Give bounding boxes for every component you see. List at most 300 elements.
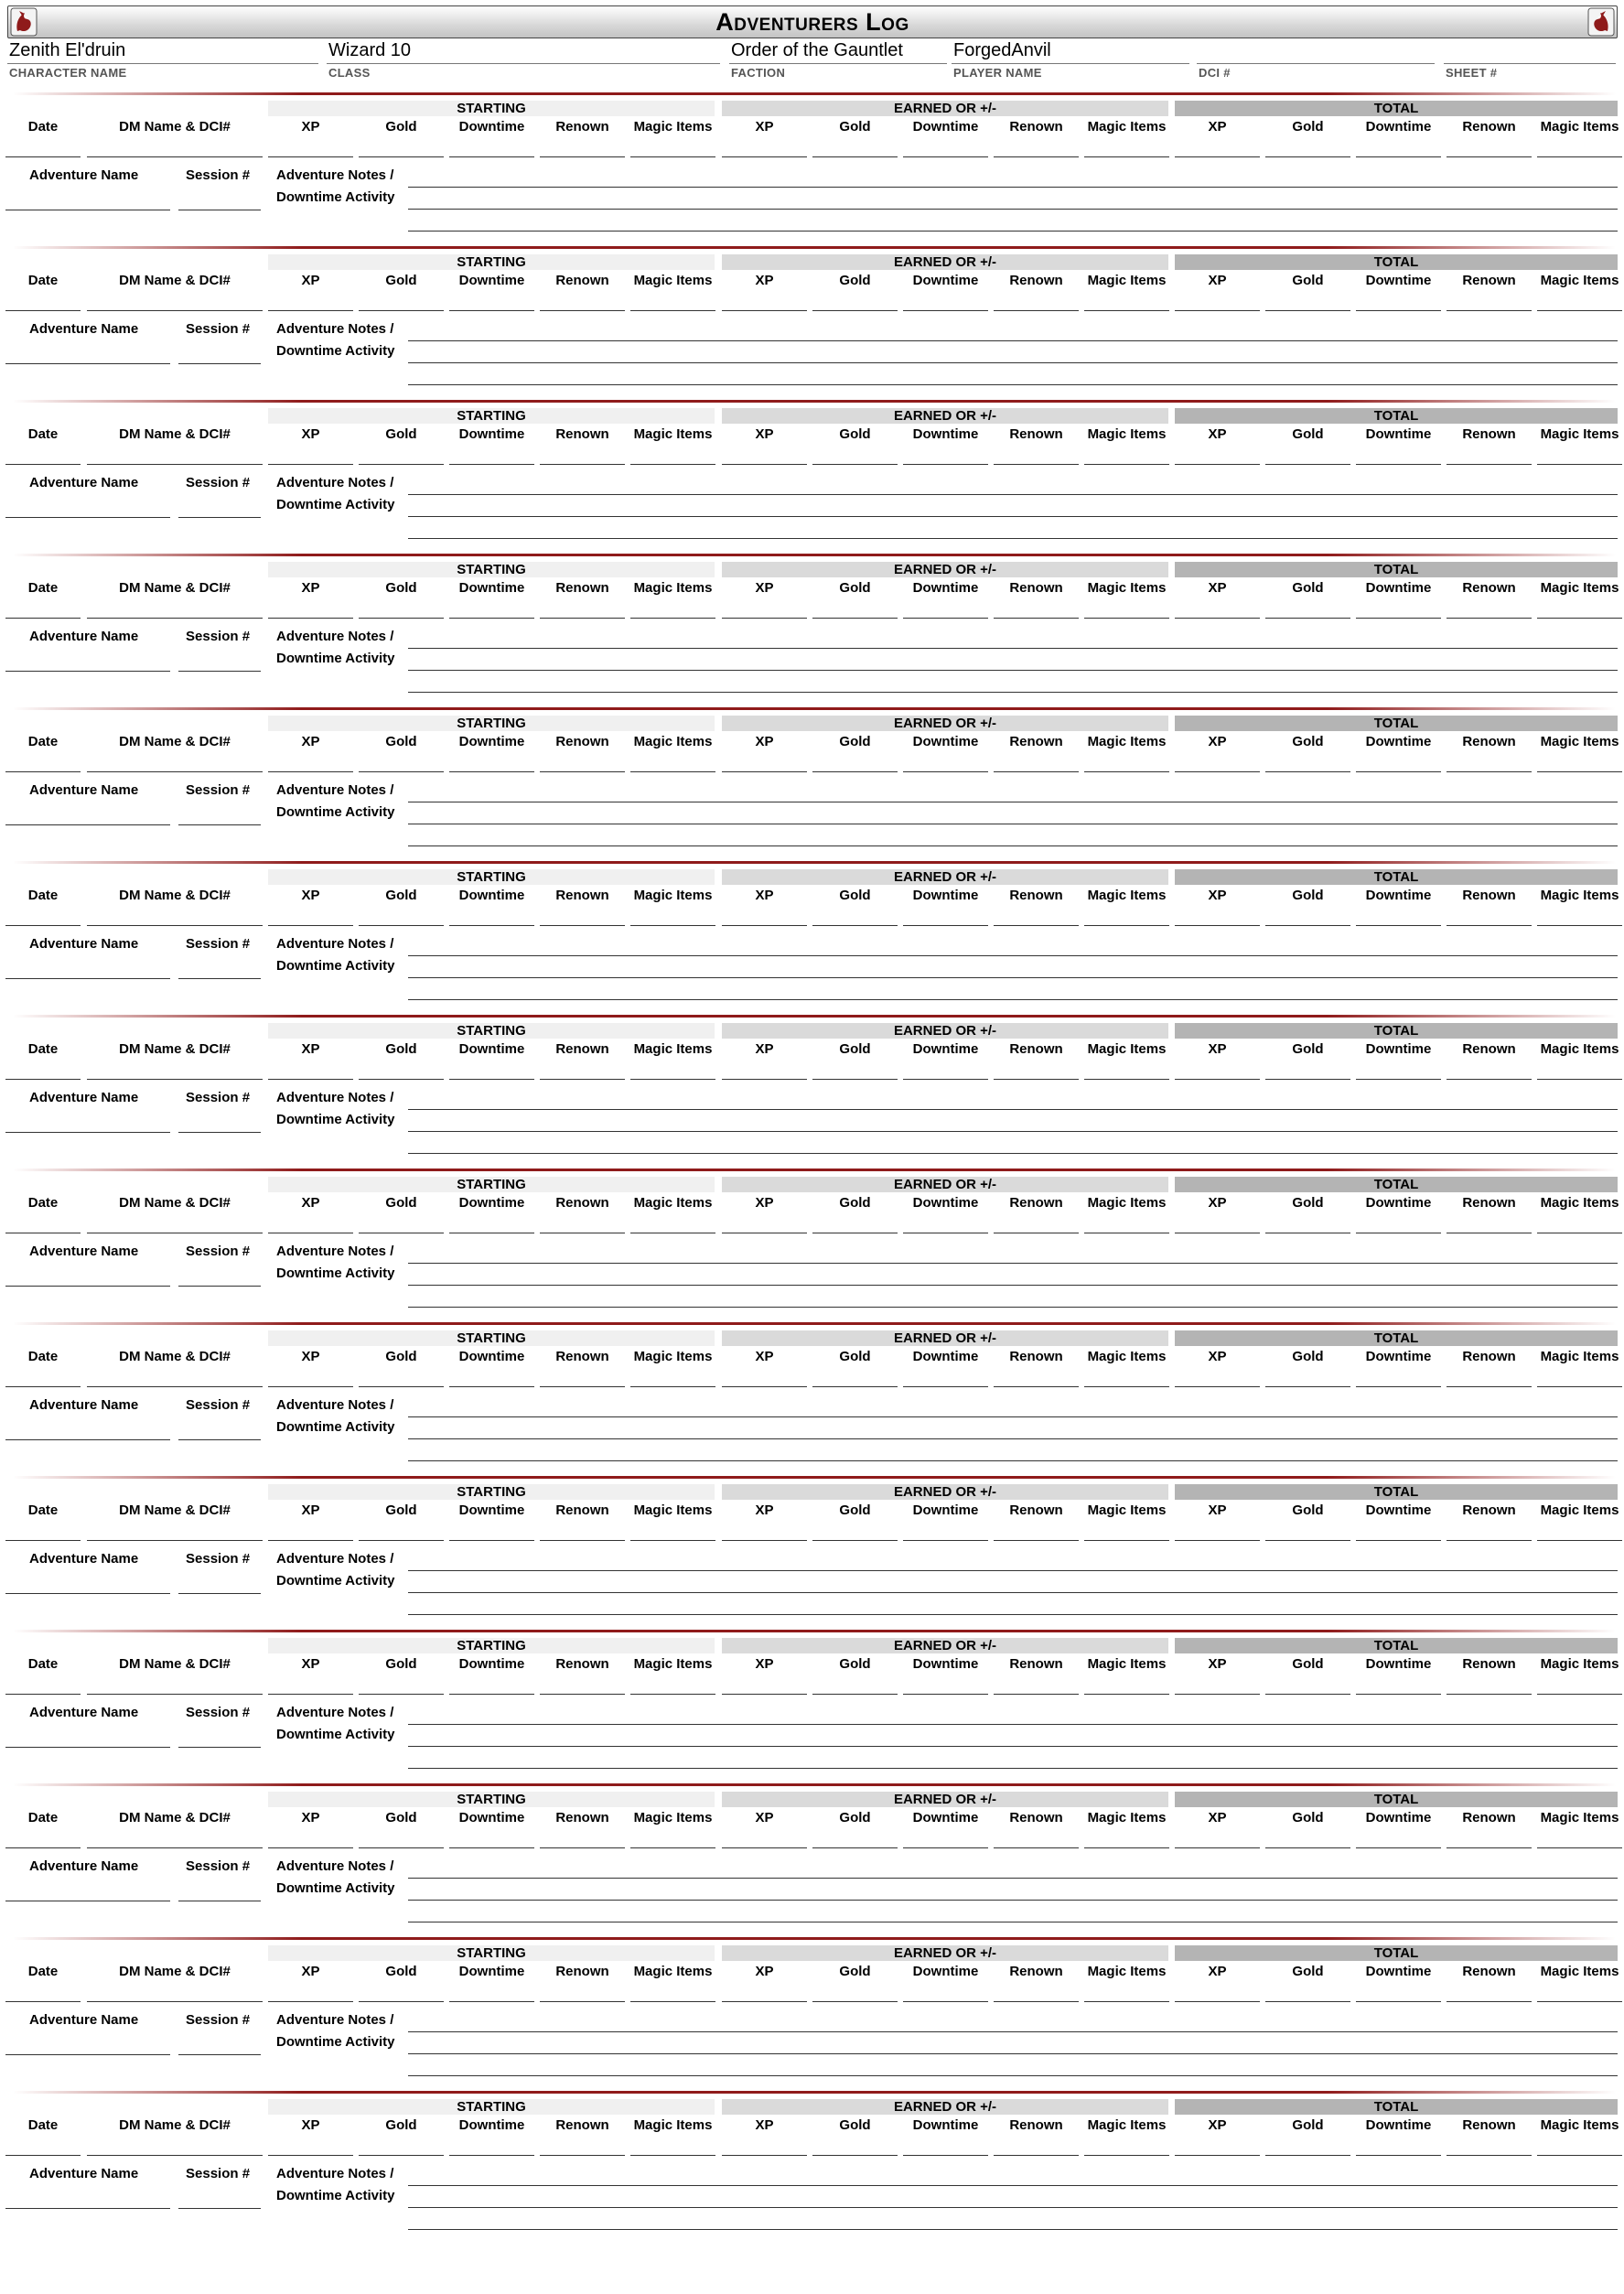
dm-name-dci-input[interactable] bbox=[87, 310, 263, 311]
starting-gold-input[interactable] bbox=[359, 464, 444, 465]
adventure-notes-line-1[interactable] bbox=[408, 1878, 1618, 1879]
session-number-input[interactable] bbox=[178, 363, 261, 364]
adventure-notes-line-3[interactable] bbox=[408, 845, 1618, 846]
adventure-notes-line-3[interactable] bbox=[408, 384, 1618, 385]
starting-magic-items-input[interactable] bbox=[630, 1540, 715, 1541]
earned-magic-items-input[interactable] bbox=[1084, 771, 1169, 772]
starting-gold-input[interactable] bbox=[359, 2155, 444, 2156]
total-xp-input[interactable] bbox=[1175, 1694, 1260, 1695]
starting-renown-input[interactable] bbox=[540, 925, 625, 926]
date-input[interactable] bbox=[5, 1540, 81, 1541]
earned-downtime-input[interactable] bbox=[903, 1079, 988, 1080]
earned-gold-input[interactable] bbox=[812, 156, 898, 157]
adventure-notes-line-3[interactable] bbox=[408, 999, 1618, 1000]
starting-downtime-input[interactable] bbox=[449, 310, 534, 311]
earned-xp-input[interactable] bbox=[722, 156, 807, 157]
total-magic-items-input[interactable] bbox=[1537, 310, 1622, 311]
earned-gold-input[interactable] bbox=[812, 925, 898, 926]
earned-downtime-input[interactable] bbox=[903, 925, 988, 926]
date-input[interactable] bbox=[5, 771, 81, 772]
earned-downtime-input[interactable] bbox=[903, 310, 988, 311]
session-number-input[interactable] bbox=[178, 1286, 261, 1287]
adventure-notes-line-3[interactable] bbox=[408, 2229, 1618, 2230]
starting-renown-input[interactable] bbox=[540, 1079, 625, 1080]
earned-downtime-input[interactable] bbox=[903, 1386, 988, 1387]
total-magic-items-input[interactable] bbox=[1537, 156, 1622, 157]
starting-magic-items-input[interactable] bbox=[630, 1386, 715, 1387]
starting-magic-items-input[interactable] bbox=[630, 310, 715, 311]
total-downtime-input[interactable] bbox=[1356, 2155, 1441, 2156]
total-gold-input[interactable] bbox=[1265, 1847, 1350, 1848]
date-input[interactable] bbox=[5, 1079, 81, 1080]
starting-gold-input[interactable] bbox=[359, 156, 444, 157]
starting-magic-items-input[interactable] bbox=[630, 925, 715, 926]
earned-downtime-input[interactable] bbox=[903, 1694, 988, 1695]
starting-downtime-input[interactable] bbox=[449, 1694, 534, 1695]
total-gold-input[interactable] bbox=[1265, 1540, 1350, 1541]
starting-gold-input[interactable] bbox=[359, 2001, 444, 2002]
total-xp-input[interactable] bbox=[1175, 618, 1260, 619]
starting-xp-input[interactable] bbox=[268, 1386, 353, 1387]
total-gold-input[interactable] bbox=[1265, 464, 1350, 465]
adventure-name-input[interactable] bbox=[5, 2208, 170, 2209]
earned-magic-items-input[interactable] bbox=[1084, 1386, 1169, 1387]
adventure-notes-line-1[interactable] bbox=[408, 340, 1618, 341]
earned-magic-items-input[interactable] bbox=[1084, 2001, 1169, 2002]
total-gold-input[interactable] bbox=[1265, 1694, 1350, 1695]
total-downtime-input[interactable] bbox=[1356, 310, 1441, 311]
earned-gold-input[interactable] bbox=[812, 771, 898, 772]
date-input[interactable] bbox=[5, 156, 81, 157]
total-downtime-input[interactable] bbox=[1356, 464, 1441, 465]
starting-gold-input[interactable] bbox=[359, 618, 444, 619]
total-gold-input[interactable] bbox=[1265, 771, 1350, 772]
adventure-notes-label: Adventure Notes / bbox=[276, 1397, 394, 1413]
adventure-notes-line-2[interactable] bbox=[408, 670, 1618, 671]
starting-xp-input[interactable] bbox=[268, 464, 353, 465]
earned-xp-input[interactable] bbox=[722, 1079, 807, 1080]
date-input[interactable] bbox=[5, 2001, 81, 2002]
dm-name-dci-input[interactable] bbox=[87, 2155, 263, 2156]
total-downtime-input[interactable] bbox=[1356, 1386, 1441, 1387]
earned-xp-input[interactable] bbox=[722, 1386, 807, 1387]
dm-name-dci-input[interactable] bbox=[87, 1847, 263, 1848]
adventure-notes-line-1[interactable] bbox=[408, 494, 1618, 495]
earned-gold-input[interactable] bbox=[812, 618, 898, 619]
dm-name-dci-input[interactable] bbox=[87, 1386, 263, 1387]
starting-magic-items-input[interactable] bbox=[630, 464, 715, 465]
earned-gold-input[interactable] bbox=[812, 1386, 898, 1387]
earned-downtime-input[interactable] bbox=[903, 618, 988, 619]
starting-downtime-input[interactable] bbox=[449, 1847, 534, 1848]
starting-xp-input[interactable] bbox=[268, 2001, 353, 2002]
earned-renown-input[interactable] bbox=[994, 618, 1079, 619]
adventure-notes-line-3[interactable] bbox=[408, 1307, 1618, 1308]
earned-renown-input[interactable] bbox=[994, 464, 1079, 465]
starting-gold-input[interactable] bbox=[359, 925, 444, 926]
session-number-input[interactable] bbox=[178, 2208, 261, 2209]
starting-downtime-input[interactable] bbox=[449, 2155, 534, 2156]
date-input[interactable] bbox=[5, 1386, 81, 1387]
session-number-input[interactable] bbox=[178, 1439, 261, 1440]
earned-renown-input[interactable] bbox=[994, 1386, 1079, 1387]
earned-xp-input[interactable] bbox=[722, 2155, 807, 2156]
starting-magic-items-input[interactable] bbox=[630, 2155, 715, 2156]
earned-magic-items-input[interactable] bbox=[1084, 310, 1169, 311]
earned-renown-input[interactable] bbox=[994, 771, 1079, 772]
starting-magic-items-input[interactable] bbox=[630, 771, 715, 772]
total-xp-input[interactable] bbox=[1175, 156, 1260, 157]
adventure-notes-line-1[interactable] bbox=[408, 648, 1618, 649]
field-value[interactable]: Wizard 10 bbox=[328, 40, 412, 60]
earned-gold-input[interactable] bbox=[812, 2155, 898, 2156]
starting-gold-input[interactable] bbox=[359, 771, 444, 772]
starting-renown-input[interactable] bbox=[540, 1540, 625, 1541]
earned-magic-items-input[interactable] bbox=[1084, 1540, 1169, 1541]
starting-downtime-input[interactable] bbox=[449, 771, 534, 772]
total-xp-input[interactable] bbox=[1175, 2155, 1260, 2156]
adventure-notes-line-2[interactable] bbox=[408, 977, 1618, 978]
starting-renown-input[interactable] bbox=[540, 618, 625, 619]
earned-magic-items-input[interactable] bbox=[1084, 1847, 1169, 1848]
session-number-input[interactable] bbox=[178, 2054, 261, 2055]
adventure-notes-line-2[interactable] bbox=[408, 1900, 1618, 1901]
adventure-name-input[interactable] bbox=[5, 978, 170, 979]
total-xp-input[interactable] bbox=[1175, 1386, 1260, 1387]
adventure-notes-line-2[interactable] bbox=[408, 1285, 1618, 1286]
total-xp-input[interactable] bbox=[1175, 771, 1260, 772]
starting-magic-items-input[interactable] bbox=[630, 2001, 715, 2002]
date-input[interactable] bbox=[5, 1847, 81, 1848]
starting-gold-input[interactable] bbox=[359, 310, 444, 311]
starting-xp-input[interactable] bbox=[268, 618, 353, 619]
earned-renown-input[interactable] bbox=[994, 2155, 1079, 2156]
adventure-name-input[interactable] bbox=[5, 517, 170, 518]
session-number-input[interactable] bbox=[178, 824, 261, 825]
sheet-number-field[interactable] bbox=[1444, 38, 1616, 79]
total-xp-input[interactable] bbox=[1175, 1540, 1260, 1541]
starting-downtime-input[interactable] bbox=[449, 2001, 534, 2002]
date-input[interactable] bbox=[5, 1694, 81, 1695]
session-number-input[interactable] bbox=[178, 1593, 261, 1594]
starting-renown-input[interactable] bbox=[540, 156, 625, 157]
dm-name-dci-input[interactable] bbox=[87, 925, 263, 926]
adventure-notes-line-2[interactable] bbox=[408, 2207, 1618, 2208]
earned-magic-items-input[interactable] bbox=[1084, 618, 1169, 619]
class-field[interactable] bbox=[327, 38, 720, 79]
total-renown-input[interactable] bbox=[1447, 1079, 1532, 1080]
total-gold-input[interactable] bbox=[1265, 156, 1350, 157]
adventure-name-input[interactable] bbox=[5, 363, 170, 364]
total-downtime-input[interactable] bbox=[1356, 618, 1441, 619]
earned-xp-input[interactable] bbox=[722, 310, 807, 311]
total-renown-input[interactable] bbox=[1447, 156, 1532, 157]
starting-renown-input[interactable] bbox=[540, 2155, 625, 2156]
total-gold-input[interactable] bbox=[1265, 925, 1350, 926]
earned-magic-items-input[interactable] bbox=[1084, 925, 1169, 926]
adventure-name-input[interactable] bbox=[5, 1593, 170, 1594]
starting-downtime-input[interactable] bbox=[449, 1079, 534, 1080]
earned-renown-input[interactable] bbox=[994, 310, 1079, 311]
starting-gold-input[interactable] bbox=[359, 1079, 444, 1080]
earned-renown-input[interactable] bbox=[994, 925, 1079, 926]
total-renown-input[interactable] bbox=[1447, 1386, 1532, 1387]
starting-xp-input[interactable] bbox=[268, 1694, 353, 1695]
earned-renown-input[interactable] bbox=[994, 156, 1079, 157]
adventure-notes-line-1[interactable] bbox=[408, 955, 1618, 956]
adventure-name-input[interactable] bbox=[5, 1439, 170, 1440]
total-renown-input[interactable] bbox=[1447, 2001, 1532, 2002]
starting-renown-input[interactable] bbox=[540, 1694, 625, 1695]
earned-magic-items-input[interactable] bbox=[1084, 1694, 1169, 1695]
earned-xp-input[interactable] bbox=[722, 2001, 807, 2002]
session-number-input[interactable] bbox=[178, 1132, 261, 1133]
starting-renown-input[interactable] bbox=[540, 771, 625, 772]
adventure-name-input[interactable] bbox=[5, 1132, 170, 1133]
earned-gold-input[interactable] bbox=[812, 1540, 898, 1541]
date-input[interactable] bbox=[5, 925, 81, 926]
total-downtime-input[interactable] bbox=[1356, 1694, 1441, 1695]
field-value[interactable]: Order of the Gauntlet bbox=[731, 40, 903, 60]
dm-name-dci-input[interactable] bbox=[87, 618, 263, 619]
total-magic-items-input[interactable] bbox=[1537, 925, 1622, 926]
total-magic-items-input[interactable] bbox=[1537, 1540, 1622, 1541]
total-xp-input[interactable] bbox=[1175, 1847, 1260, 1848]
adventure-name-input[interactable] bbox=[5, 671, 170, 672]
earned-renown-input[interactable] bbox=[994, 1540, 1079, 1541]
earned-xp-input[interactable] bbox=[722, 771, 807, 772]
earned-xp-input[interactable] bbox=[722, 618, 807, 619]
adventure-name-input[interactable] bbox=[5, 1747, 170, 1748]
starting-xp-input[interactable] bbox=[268, 156, 353, 157]
earned-gold-input[interactable] bbox=[812, 1847, 898, 1848]
adventure-notes-line-3[interactable] bbox=[408, 1768, 1618, 1769]
earned-renown-input[interactable] bbox=[994, 1079, 1079, 1080]
earned-magic-items-input[interactable] bbox=[1084, 1079, 1169, 1080]
starting-magic-items-input[interactable] bbox=[630, 1079, 715, 1080]
earned-xp-input[interactable] bbox=[722, 925, 807, 926]
adventure-notes-line-2[interactable] bbox=[408, 362, 1618, 363]
starting-xp-input[interactable] bbox=[268, 925, 353, 926]
earned-gold-input[interactable] bbox=[812, 464, 898, 465]
total-magic-items-input[interactable] bbox=[1537, 1847, 1622, 1848]
starting-magic-items-input[interactable] bbox=[630, 1694, 715, 1695]
earned-renown-input[interactable] bbox=[994, 2001, 1079, 2002]
starting-renown-input[interactable] bbox=[540, 310, 625, 311]
earned-magic-items-input[interactable] bbox=[1084, 156, 1169, 157]
total-magic-items-input[interactable] bbox=[1537, 1694, 1622, 1695]
total-gold-input[interactable] bbox=[1265, 2155, 1350, 2156]
starting-downtime-input[interactable] bbox=[449, 156, 534, 157]
adventure-notes-line-3[interactable] bbox=[408, 231, 1618, 232]
total-magic-items-input[interactable] bbox=[1537, 771, 1622, 772]
adventure-notes-line-2[interactable] bbox=[408, 516, 1618, 517]
starting-magic-items-input[interactable] bbox=[630, 156, 715, 157]
adventure-notes-line-2[interactable] bbox=[408, 1592, 1618, 1593]
dm-name-dci-input[interactable] bbox=[87, 1540, 263, 1541]
adventure-name-label: Adventure Name bbox=[29, 321, 139, 337]
total-renown-input[interactable] bbox=[1447, 618, 1532, 619]
total-magic-items-input[interactable] bbox=[1537, 1079, 1622, 1080]
total-renown-input[interactable] bbox=[1447, 1540, 1532, 1541]
date-input[interactable] bbox=[5, 310, 81, 311]
starting-renown-input[interactable] bbox=[540, 1386, 625, 1387]
earned-magic-items-input[interactable] bbox=[1084, 2155, 1169, 2156]
total-renown-input[interactable] bbox=[1447, 310, 1532, 311]
total-gold-input[interactable] bbox=[1265, 310, 1350, 311]
dci-number-field[interactable] bbox=[1197, 38, 1435, 79]
character-name-field[interactable] bbox=[7, 38, 318, 79]
earned-downtime-input[interactable] bbox=[903, 2001, 988, 2002]
dm-name-dci-input[interactable] bbox=[87, 1694, 263, 1695]
adventure-notes-line-2[interactable] bbox=[408, 2053, 1618, 2054]
total-xp-input[interactable] bbox=[1175, 1079, 1260, 1080]
total-gold-input[interactable] bbox=[1265, 1386, 1350, 1387]
field-value[interactable]: Zenith El'druin bbox=[9, 40, 126, 60]
earned-gold-input[interactable] bbox=[812, 2001, 898, 2002]
total-xp-input[interactable] bbox=[1175, 2001, 1260, 2002]
earned-downtime-input[interactable] bbox=[903, 771, 988, 772]
date-label: Date bbox=[27, 1041, 59, 1057]
starting-gold-input[interactable] bbox=[359, 1540, 444, 1541]
starting-xp-input[interactable] bbox=[268, 1847, 353, 1848]
session-number-input[interactable] bbox=[178, 978, 261, 979]
adventure-notes-line-2[interactable] bbox=[408, 1438, 1618, 1439]
total-renown-input[interactable] bbox=[1447, 1847, 1532, 1848]
earned-xp-input[interactable] bbox=[722, 1694, 807, 1695]
dm-name-dci-input[interactable] bbox=[87, 2001, 263, 2002]
total-gold-input[interactable] bbox=[1265, 1079, 1350, 1080]
starting-downtime-input[interactable] bbox=[449, 1540, 534, 1541]
faction-field[interactable] bbox=[729, 38, 947, 79]
adventure-notes-line-1[interactable] bbox=[408, 1570, 1618, 1571]
adventure-notes-line-1[interactable] bbox=[408, 1724, 1618, 1725]
earned-downtime-input[interactable] bbox=[903, 1847, 988, 1848]
starting-xp-input[interactable] bbox=[268, 1540, 353, 1541]
earned-xp-input[interactable] bbox=[722, 1540, 807, 1541]
session-number-input[interactable] bbox=[178, 517, 261, 518]
total-downtime-input[interactable] bbox=[1356, 1079, 1441, 1080]
earned-gold-input[interactable] bbox=[812, 1694, 898, 1695]
earned-downtime-input[interactable] bbox=[903, 2155, 988, 2156]
adventure-notes-line-3[interactable] bbox=[408, 1460, 1618, 1461]
earned-gold-input[interactable] bbox=[812, 310, 898, 311]
earned-renown-input[interactable] bbox=[994, 1694, 1079, 1695]
session-number-input[interactable] bbox=[178, 1747, 261, 1748]
adventure-notes-line-1[interactable] bbox=[408, 2031, 1618, 2032]
starting-downtime-input[interactable] bbox=[449, 1386, 534, 1387]
dm-name-dci-input[interactable] bbox=[87, 771, 263, 772]
total-downtime-input[interactable] bbox=[1356, 2001, 1441, 2002]
total-xp-input[interactable] bbox=[1175, 310, 1260, 311]
adventure-notes-line-1[interactable] bbox=[408, 1263, 1618, 1264]
starting-gold-input[interactable] bbox=[359, 1386, 444, 1387]
total-xp-input[interactable] bbox=[1175, 925, 1260, 926]
date-label: Date bbox=[27, 1195, 59, 1211]
starting-downtime-input[interactable] bbox=[449, 464, 534, 465]
total-renown-input[interactable] bbox=[1447, 1694, 1532, 1695]
total-downtime-input[interactable] bbox=[1356, 771, 1441, 772]
total-gold-input[interactable] bbox=[1265, 2001, 1350, 2002]
earned-gold-input[interactable] bbox=[812, 1079, 898, 1080]
adventure-notes-line-3[interactable] bbox=[408, 1153, 1618, 1154]
adventure-notes-line-2[interactable] bbox=[408, 209, 1618, 210]
earned-downtime-input[interactable] bbox=[903, 1540, 988, 1541]
session-number-input[interactable] bbox=[178, 671, 261, 672]
date-input[interactable] bbox=[5, 464, 81, 465]
starting-xp-input[interactable] bbox=[268, 771, 353, 772]
starting-downtime-input[interactable] bbox=[449, 618, 534, 619]
starting-magic-items-input[interactable] bbox=[630, 1847, 715, 1848]
adventure-notes-line-3[interactable] bbox=[408, 538, 1618, 539]
starting-renown-input[interactable] bbox=[540, 2001, 625, 2002]
starting-magic-items-input[interactable] bbox=[630, 618, 715, 619]
total-renown-input[interactable] bbox=[1447, 771, 1532, 772]
adventure-notes-line-1[interactable] bbox=[408, 1416, 1618, 1417]
starting-xp-input[interactable] bbox=[268, 1079, 353, 1080]
adventure-notes-line-2[interactable] bbox=[408, 1131, 1618, 1132]
total-downtime-input[interactable] bbox=[1356, 156, 1441, 157]
earned-renown-input[interactable] bbox=[994, 1847, 1079, 1848]
field-value[interactable]: ForgedAnvil bbox=[953, 40, 1051, 60]
date-input[interactable] bbox=[5, 2155, 81, 2156]
earned-xp-input[interactable] bbox=[722, 1847, 807, 1848]
dm-name-dci-input[interactable] bbox=[87, 156, 263, 157]
adventure-notes-line-1[interactable] bbox=[408, 2185, 1618, 2186]
starting-downtime-label: Downtime bbox=[458, 1810, 525, 1826]
adventure-name-input[interactable] bbox=[5, 824, 170, 825]
dm-name-dci-input[interactable] bbox=[87, 464, 263, 465]
total-magic-items-input[interactable] bbox=[1537, 1386, 1622, 1387]
total-downtime-input[interactable] bbox=[1356, 925, 1441, 926]
earned-downtime-input[interactable] bbox=[903, 156, 988, 157]
adventure-notes-line-1[interactable] bbox=[408, 1109, 1618, 1110]
total-renown-input[interactable] bbox=[1447, 2155, 1532, 2156]
player-name-field[interactable] bbox=[952, 38, 1189, 79]
total-renown-input[interactable] bbox=[1447, 925, 1532, 926]
total-xp-input[interactable] bbox=[1175, 464, 1260, 465]
total-renown-input[interactable] bbox=[1447, 464, 1532, 465]
adventure-name-input[interactable] bbox=[5, 1286, 170, 1287]
adventure-notes-line-3[interactable] bbox=[408, 2075, 1618, 2076]
starting-gold-input[interactable] bbox=[359, 1694, 444, 1695]
total-magic-items-input[interactable] bbox=[1537, 618, 1622, 619]
date-input[interactable] bbox=[5, 618, 81, 619]
dm-name-dci-input[interactable] bbox=[87, 1079, 263, 1080]
total-magic-items-input[interactable] bbox=[1537, 2001, 1622, 2002]
adventure-notes-line-2[interactable] bbox=[408, 1746, 1618, 1747]
adventure-notes-line-3[interactable] bbox=[408, 1614, 1618, 1615]
starting-xp-input[interactable] bbox=[268, 2155, 353, 2156]
adventure-notes-line-3[interactable] bbox=[408, 692, 1618, 693]
total-gold-input[interactable] bbox=[1265, 618, 1350, 619]
earned-downtime-input[interactable] bbox=[903, 464, 988, 465]
starting-downtime-input[interactable] bbox=[449, 925, 534, 926]
total-magic-items-input[interactable] bbox=[1537, 2155, 1622, 2156]
starting-gold-input[interactable] bbox=[359, 1847, 444, 1848]
starting-xp-input[interactable] bbox=[268, 310, 353, 311]
adventure-notes-line-1[interactable] bbox=[408, 187, 1618, 188]
total-downtime-input[interactable] bbox=[1356, 1847, 1441, 1848]
adventure-name-input[interactable] bbox=[5, 2054, 170, 2055]
earned-downtime-label: Downtime bbox=[912, 1502, 979, 1518]
earned-magic-items-input[interactable] bbox=[1084, 464, 1169, 465]
starting-renown-input[interactable] bbox=[540, 1847, 625, 1848]
starting-renown-input[interactable] bbox=[540, 464, 625, 465]
earned-xp-input[interactable] bbox=[722, 464, 807, 465]
total-downtime-input[interactable] bbox=[1356, 1540, 1441, 1541]
total-magic-items-input[interactable] bbox=[1537, 464, 1622, 465]
